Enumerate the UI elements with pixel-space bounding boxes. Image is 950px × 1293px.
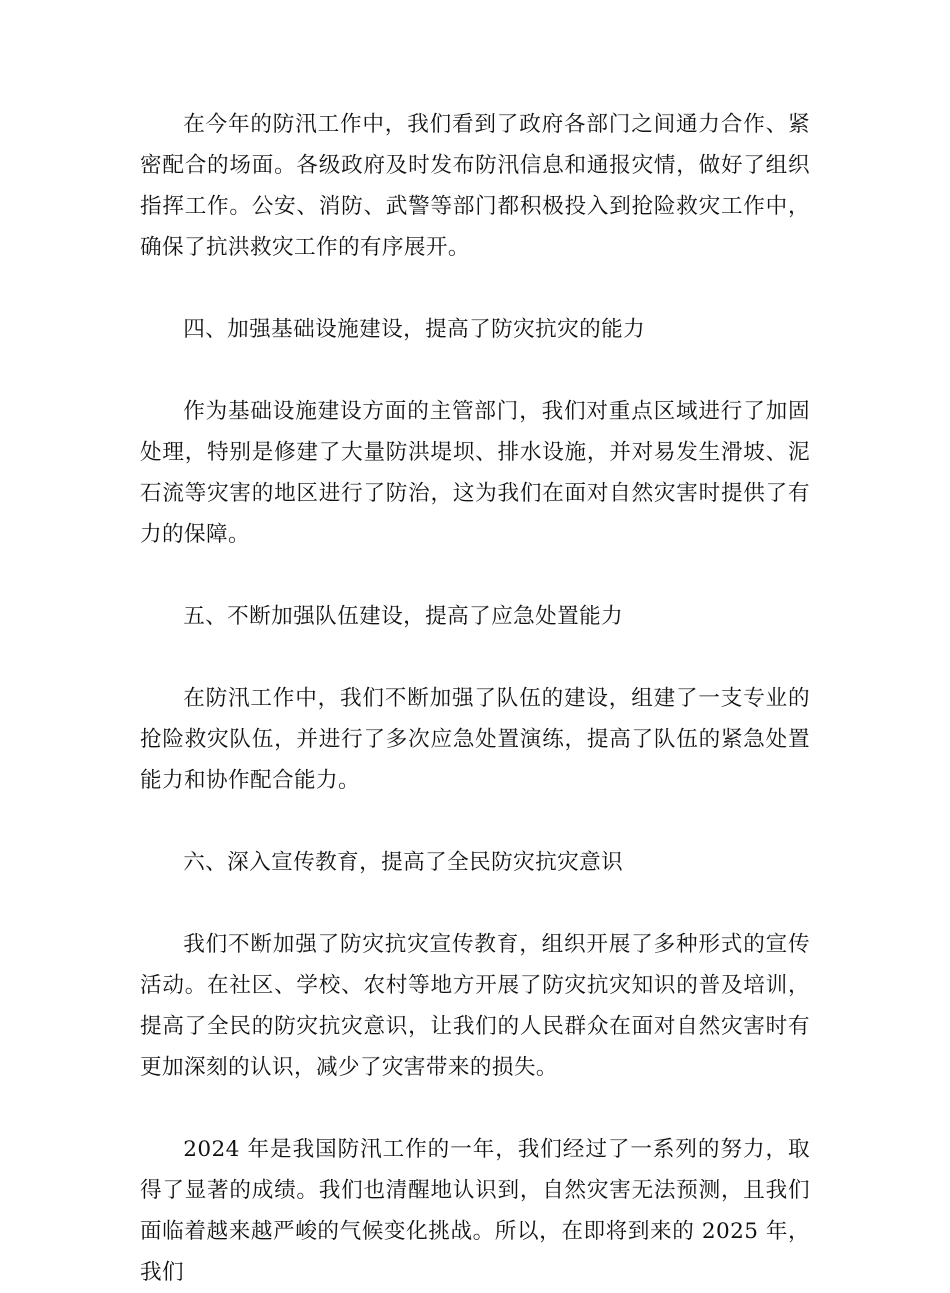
paragraph-education: 我们不断加强了防灾抗灾宣传教育，组织开展了多种形式的宣传活动。在社区、学校、农村等地方开展了防灾抗灾知识的普及培训，提高了全民的防灾抗灾意识，让我们的人民群众在面对自然灾害时有更加深刻的认识，减少了灾害带来的损失。 <box>140 932 810 1080</box>
paragraph-summary: 2024 年是我国防汛工作的一年，我们经过了一系列的努力，取得了显著的成绩。我们也清醒地认识到，自然灾害无法预测，且我们面临着越来越严峻的气候变化挑战。所以，在即将到来的 2025 年，我们 <box>140 1137 810 1285</box>
paragraph-cooperation: 在今年的防汛工作中，我们看到了政府各部门之间通力合作、紧密配合的场面。各级政府及时发布防汛信息和通报灾情，做好了组织指挥工作。公安、消防、武警等部门都积极投入到抢险救灾工作中，确保了抗洪救灾工作的有序展开。 <box>140 112 810 260</box>
paragraph-team-building: 在防汛工作中，我们不断加强了队伍的建设，组建了一支专业的抢险救灾队伍，并进行了多次应急处置演练，提高了队伍的紧急处置能力和协作配合能力。 <box>140 686 810 793</box>
section-heading-infrastructure: 四、加强基础设施建设，提高了防灾抗灾的能力 <box>183 317 646 342</box>
paragraph-infrastructure: 作为基础设施建设方面的主管部门，我们对重点区域进行了加固处理，特别是修建了大量防洪堤坝、排水设施，并对易发生滑坡、泥石流等灾害的地区进行了防治，这为我们在面对自然灾害时提供了有力的保障。 <box>140 399 810 547</box>
section-heading-education: 六、深入宣传教育，提高了全民防灾抗灾意识 <box>183 850 624 875</box>
document-body <box>140 104 810 1293</box>
section-heading-team-building: 五、不断加强队伍建设，提高了应急处置能力 <box>183 604 624 629</box>
